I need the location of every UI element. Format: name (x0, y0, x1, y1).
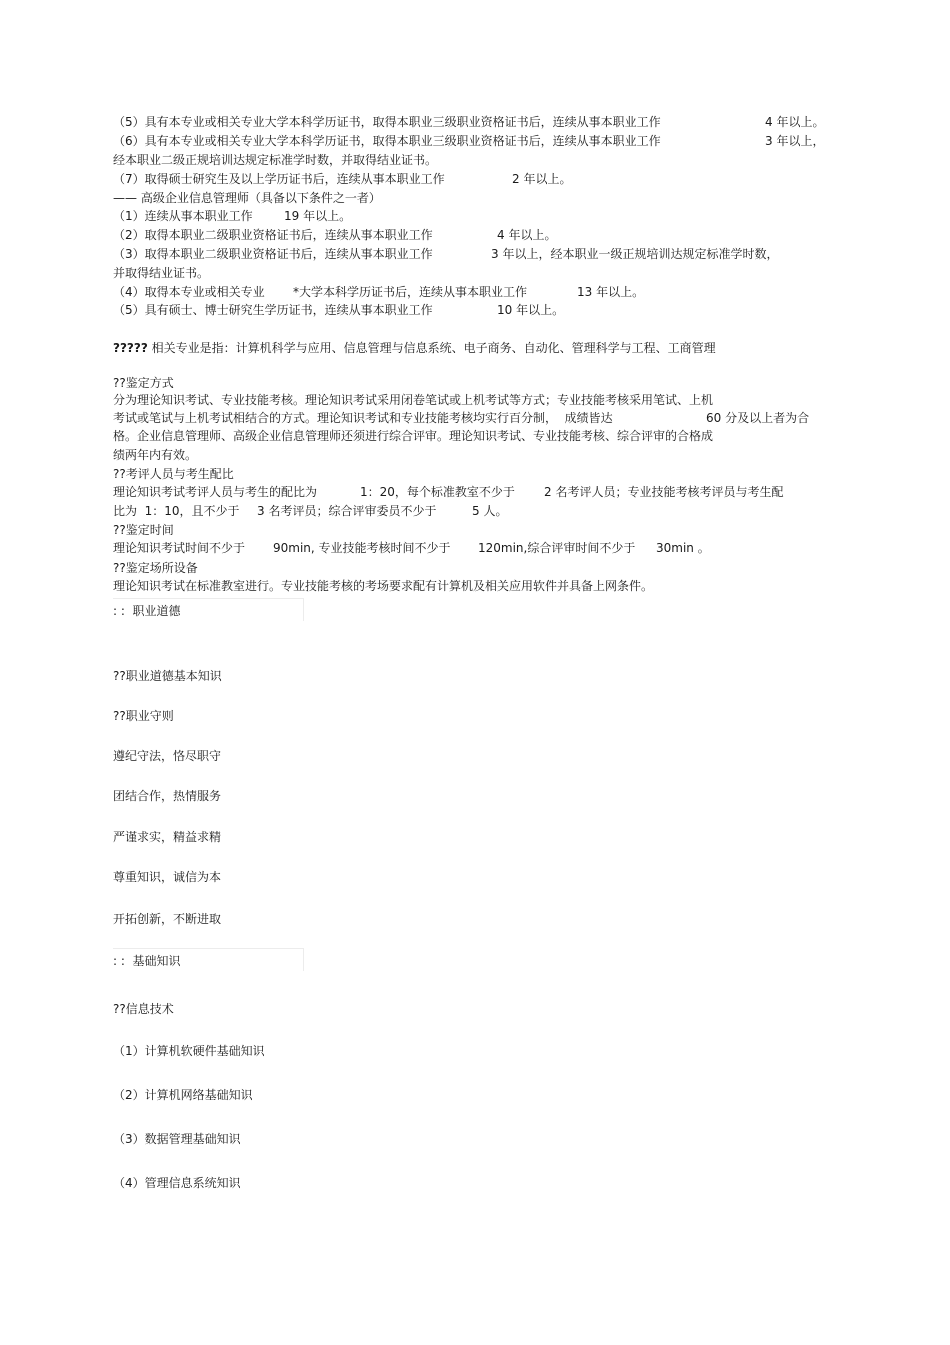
appraisal-title: ??鉴定方式 (113, 376, 174, 390)
senior-heading: —— 高级企业信息管理师（具备以下条件之一者） (113, 191, 381, 205)
venue-title: ??鉴定场所设备 (113, 561, 198, 575)
condition-text: （6）具有本专业或相关专业大学本科学历证书，取得本职业三级职业资格证书后，连续从事本职业工作 (113, 134, 661, 148)
senior-c3: （3）取得本职业二级职业资格证书后，连续从事本职业工作 (113, 247, 433, 261)
senior-c4-mid: *大学本科学历证书后，连续从事本职业工作 (293, 285, 528, 299)
senior-c2-years: 4 年以上。 (497, 228, 557, 242)
ratio-line-1: 理论知识考试考评人员与考生的配比为 (113, 485, 318, 499)
venue-text: 理论知识考试在标准教室进行。专业技能考核的考场要求配有计算机及相关应用软件并具备上网条件。 (113, 579, 654, 593)
senior-c3-years: 3 年以上，经本职业一级正规培训达规定标准学时数， (491, 247, 779, 261)
senior-c4: （4）取得本专业或相关专业 (113, 285, 265, 299)
time-d: 30min 。 (656, 541, 710, 555)
senior-c5: （5）具有硕士、博士研究生学历证书，连续从事本职业工作 (113, 303, 433, 317)
condition-7-years: 2 年以上。 (512, 172, 572, 186)
related-marker: ????? (113, 341, 148, 355)
ratio-line-1-mid: 1：20，每个标准教室不少于 (360, 485, 515, 499)
ethics-item: 尊重知识，诚信为本 (113, 870, 222, 884)
ethics-item: 严谨求实，精益求精 (113, 830, 222, 844)
ratio-line-2: 比为 1：10，且不少于 (113, 504, 240, 518)
time-a: 理论知识考试时间不少于 (113, 541, 246, 555)
senior-c3-cont: 并取得结业证书。 (113, 266, 210, 280)
related-majors (113, 340, 716, 356)
appraisal-line-4: 绩两年内有效。 (113, 448, 198, 462)
condition-6-cont: 经本职业二级正规培训达规定标准学时数，并取得结业证书。 (113, 153, 438, 167)
condition-text: （5）具有本专业或相关专业大学本科学历证书，取得本职业三级职业资格证书后，连续从事本职业工作 (113, 115, 661, 129)
ethics-item: 开拓创新，不断进取 (113, 912, 222, 926)
ethics-basic: ??职业道德基本知识 (113, 669, 222, 683)
ethics-item: 团结合作，热情服务 (113, 789, 222, 803)
senior-c5-years: 10 年以上。 (497, 303, 565, 317)
appraisal-line-1: 分为理论知识考试、专业技能考核。理论知识考试采用闭卷笔试或上机考试等方式；专业技能考核采用笔试、上机 (113, 393, 714, 407)
condition-5 (113, 114, 661, 130)
ethics-item: 遵纪守法，恪尽职守 (113, 749, 222, 763)
appraisal-line-3: 格。企业信息管理师、高级企业信息管理师还须进行综合评审。理论知识考试、专业技能考核、综合评审的合格成 (113, 429, 714, 443)
time-b: 90min, 专业技能考核时间不少于 (273, 541, 451, 555)
basics-item: （1）计算机软硬件基础知识 (113, 1044, 265, 1058)
senior-c2: （2）取得本职业二级职业资格证书后，连续从事本职业工作 (113, 228, 433, 242)
condition-5-years: 4 年以上。 (765, 115, 825, 129)
senior-c4-years: 13 年以上。 (577, 285, 645, 299)
related-text: 相关专业是指：计算机科学与应用、信息管理与信息系统、电子商务、自动化、管理科学与工程、工商管理 (147, 341, 716, 355)
time-title: ??鉴定时间 (113, 523, 174, 537)
ratio-line-2-tail: 5 人。 (472, 504, 508, 518)
senior-c1: （1）连续从事本职业工作 (113, 209, 253, 223)
basics-item: （3）数据管理基础知识 (113, 1132, 241, 1146)
condition-7: （7）取得硕士研究生及以上学历证书后，连续从事本职业工作 (113, 172, 445, 186)
ratio-title: ??考评人员与考生配比 (113, 467, 234, 481)
appraisal-line-2: 考试或笔试与上机考试相结合的方式。理论知识考试和专业技能考核均实行百分制， 成绩皆达 (113, 411, 613, 425)
ratio-line-2-mid: 3 名考评员；综合评审委员不少于 (257, 504, 437, 518)
ethics-rules: ??职业守则 (113, 709, 174, 723)
ratio-line-1-tail: 2 名考评人员；专业技能考核考评员与考生配 (544, 485, 784, 499)
condition-6 (113, 133, 661, 149)
appraisal-line-2-tail: 60 分及以上者为合 (706, 411, 810, 425)
basics-item: （2）计算机网络基础知识 (113, 1088, 253, 1102)
basics-item: （4）管理信息系统知识 (113, 1176, 241, 1190)
section-ethics (113, 598, 304, 621)
senior-c1-years: 19 年以上。 (284, 209, 352, 223)
section-basics-title: : : 基础知识 (113, 954, 181, 968)
condition-6-years: 3 年以上， (765, 134, 825, 148)
section-ethics-title: : : 职业道德 (113, 604, 181, 618)
section-basics (113, 948, 304, 971)
time-c: 120min,综合评审时间不少于 (478, 541, 636, 555)
basics-it: ??信息技术 (113, 1002, 174, 1016)
